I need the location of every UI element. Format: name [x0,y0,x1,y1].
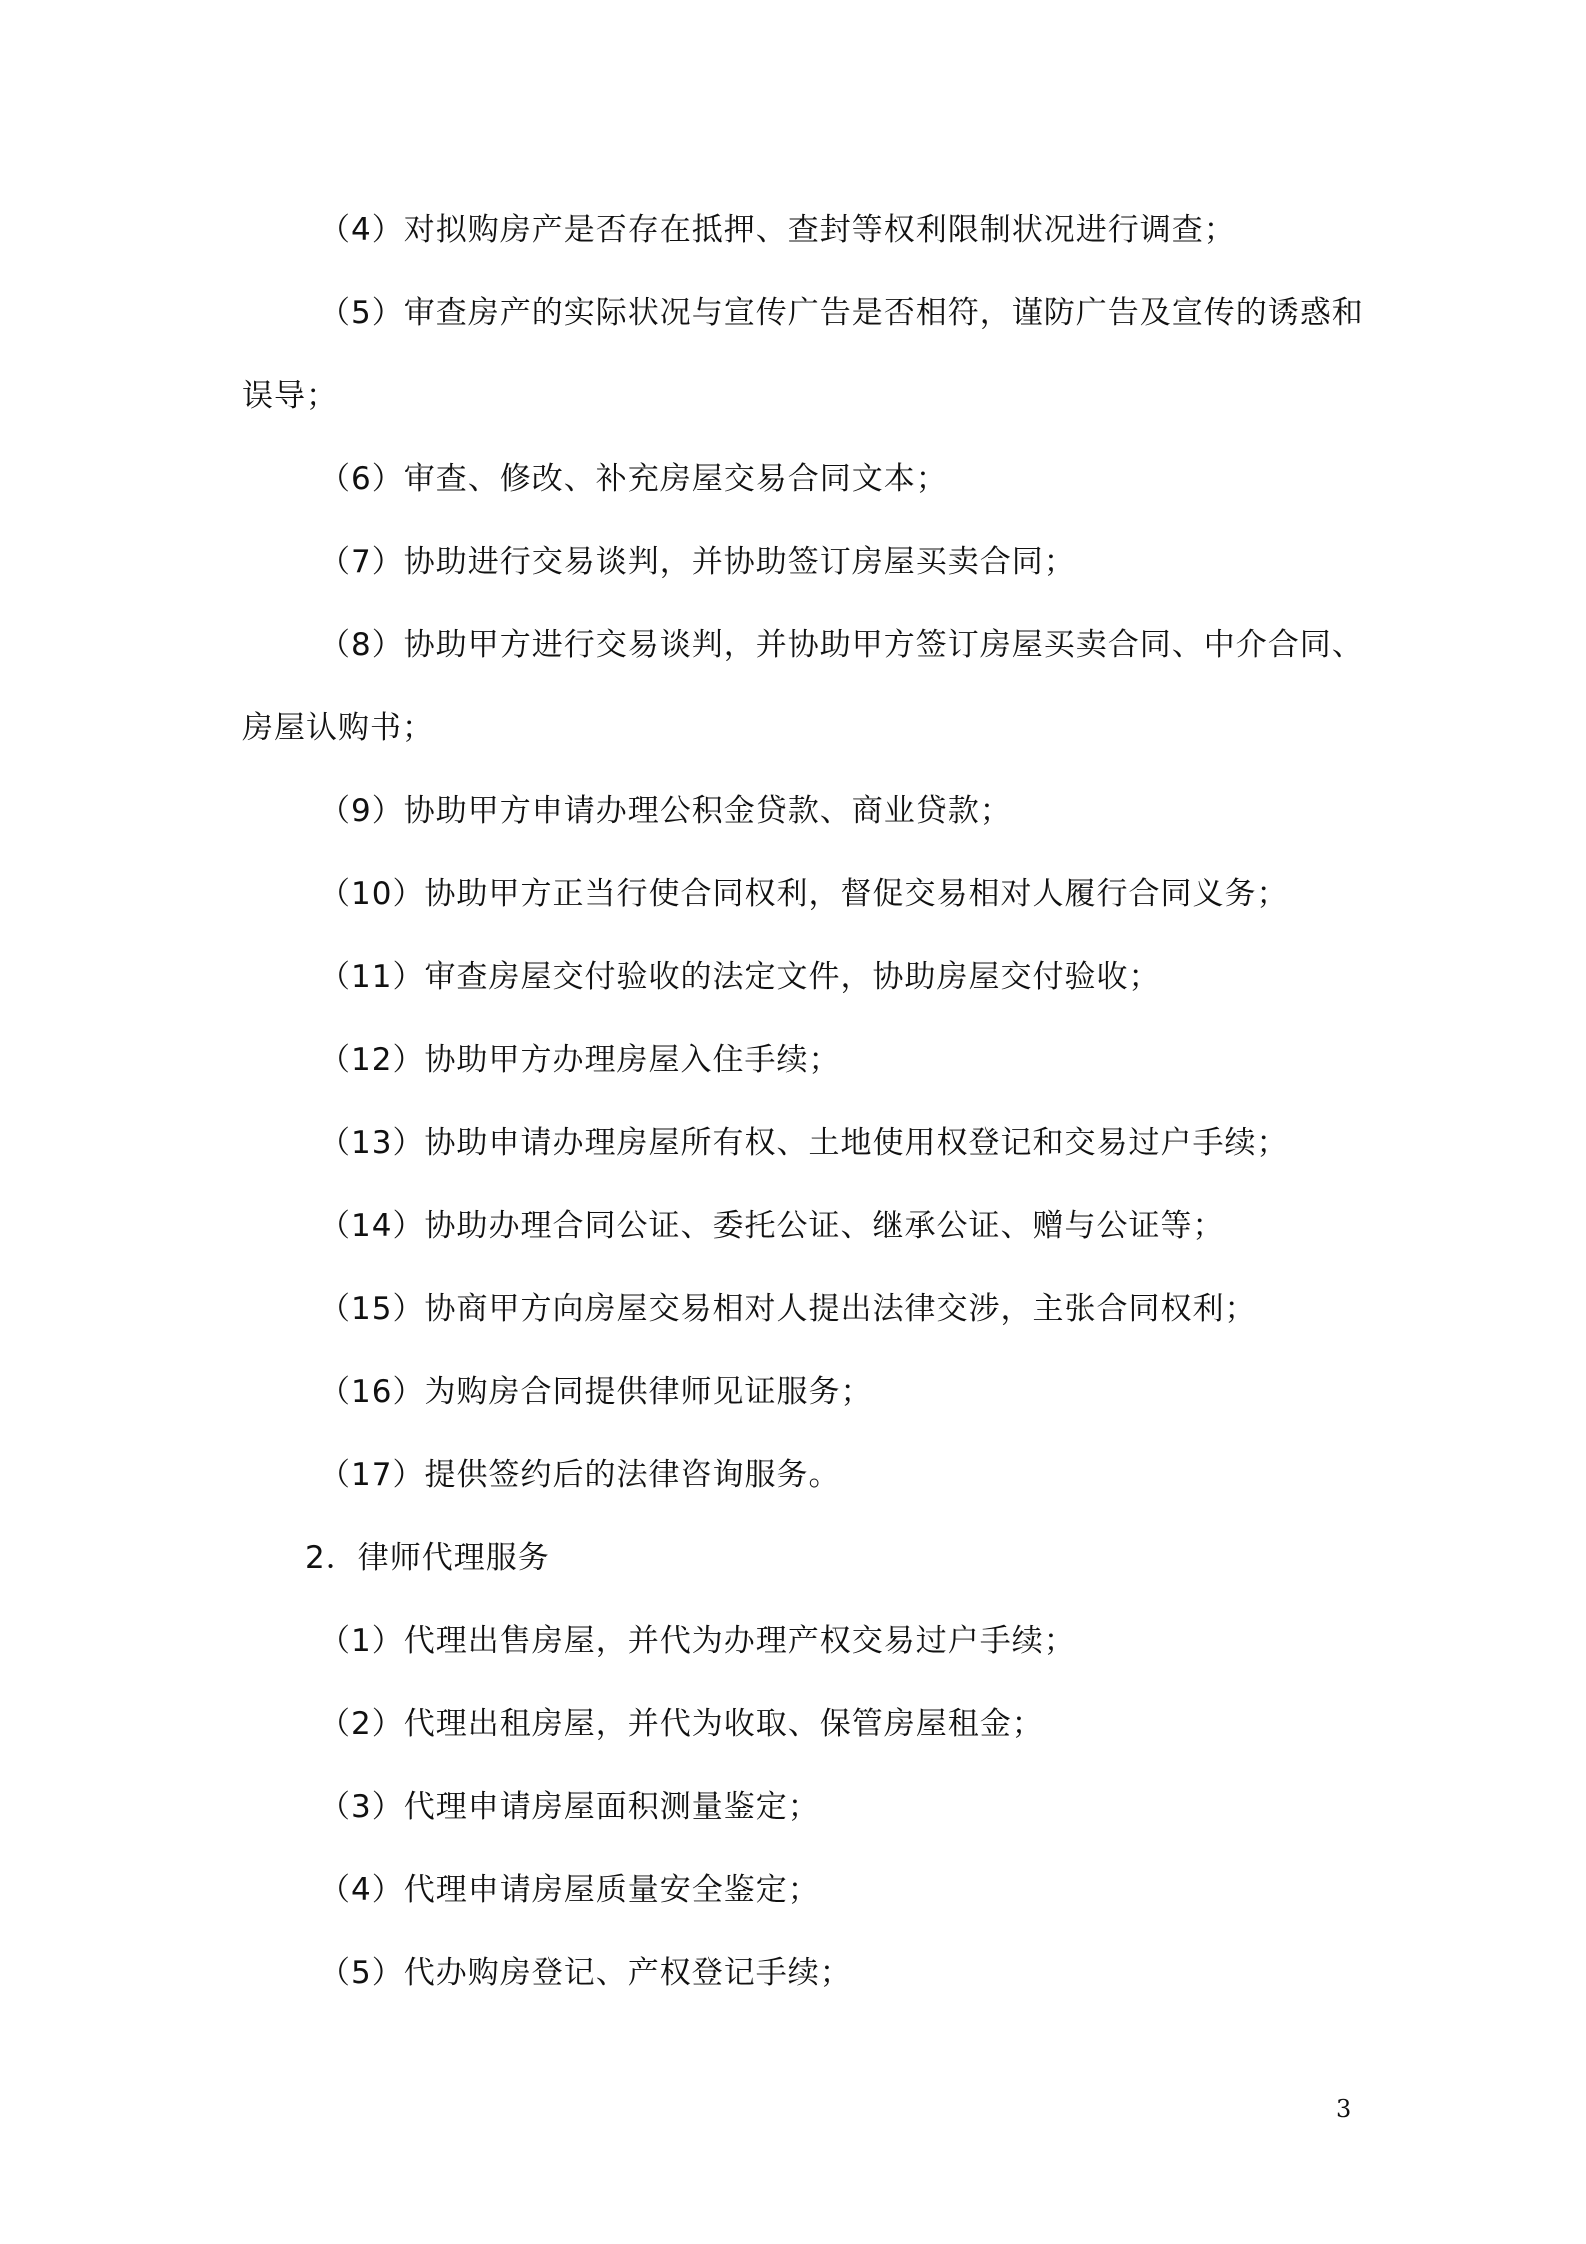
paragraph-agency-item-5: （5）代办购房登记、产权登记手续； [319,1955,852,1991]
paragraph-item-14: （14）协助办理合同公证、委托公证、继承公证、赠与公证等； [319,1208,1225,1244]
paragraph-item-7: （7）协助进行交易谈判，并协助签订房屋买卖合同； [319,544,1076,580]
paragraph-item-8-continued: 房屋认购书； [242,710,434,746]
paragraph-item-10: （10）协助甲方正当行使合同权利，督促交易相对人履行合同义务； [319,876,1289,912]
paragraph-item-6: （6）审查、修改、补充房屋交易合同文本； [319,461,948,497]
paragraph-item-9: （9）协助甲方申请办理公积金贷款、商业贷款； [319,793,1012,829]
paragraph-item-15: （15）协商甲方向房屋交易相对人提出法律交涉，主张合同权利； [319,1291,1257,1327]
paragraph-item-5-continued: 误导； [242,378,338,414]
paragraph-item-11: （11）审查房屋交付验收的法定文件，协助房屋交付验收； [319,959,1161,995]
paragraph-item-16: （16）为购房合同提供律师见证服务； [319,1374,873,1410]
paragraph-agency-item-2: （2）代理出租房屋，并代为收取、保管房屋租金； [319,1706,1044,1742]
paragraph-item-4: （4）对拟购房产是否存在抵押、查封等权利限制状况进行调查； [319,212,1236,248]
paragraph-item-17: （17）提供签约后的法律咨询服务。 [319,1457,841,1493]
page-number: 3 [1336,2095,1352,2123]
paragraph-item-8: （8）协助甲方进行交易谈判，并协助甲方签订房屋买卖合同、中介合同、 [319,627,1364,663]
paragraph-agency-item-3: （3）代理申请房屋面积测量鉴定； [319,1789,820,1825]
paragraph-item-13: （13）协助申请办理房屋所有权、土地使用权登记和交易过户手续； [319,1125,1289,1161]
paragraph-item-12: （12）协助甲方办理房屋入住手续； [319,1042,841,1078]
paragraph-agency-item-1: （1）代理出售房屋，并代为办理产权交易过户手续； [319,1623,1076,1659]
paragraph-item-5: （5）审查房产的实际状况与宣传广告是否相符，谨防广告及宣传的诱惑和 [319,295,1364,331]
section-heading: 2．律师代理服务 [305,1540,550,1576]
paragraph-agency-item-4: （4）代理申请房屋质量安全鉴定； [319,1872,820,1908]
